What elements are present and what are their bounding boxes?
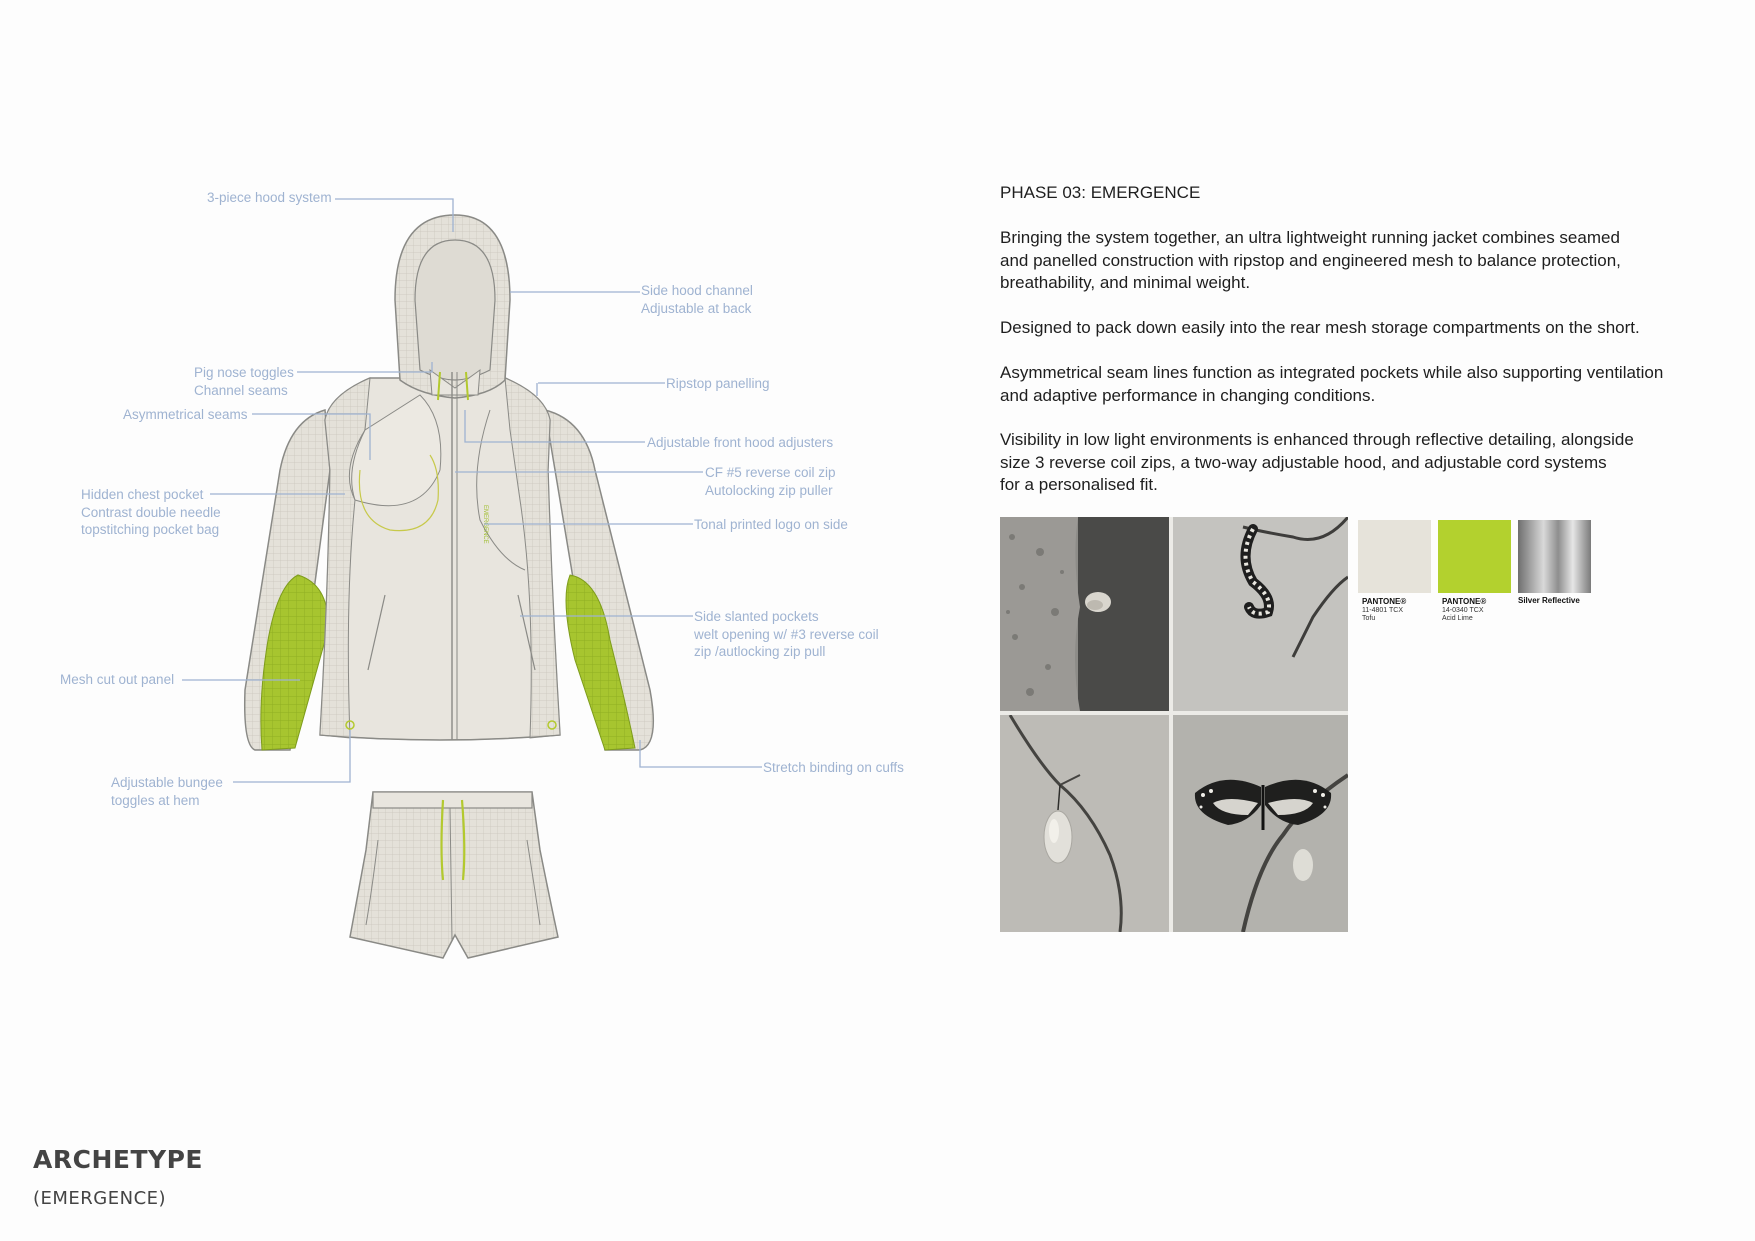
side-logo: EMERGENCE xyxy=(482,505,488,544)
swatch-acid-lime xyxy=(1438,520,1511,593)
brand-title: ARCHETYPE xyxy=(33,1145,204,1174)
swatch-label-silver xyxy=(1518,597,1580,606)
paragraph-line: size 3 reverse coil zips, a two-way adjustable hood, and adjustable cord systems xyxy=(1000,452,1607,472)
callout-ripstop xyxy=(666,375,770,393)
swatch-silver-reflective xyxy=(1518,520,1591,593)
callout-text: welt opening w/ #3 reverse coil xyxy=(694,626,879,642)
paragraph-line: and panelled construction with ripstop and engineered mesh to balance protection, xyxy=(1000,250,1621,270)
callout-tonal-logo xyxy=(694,516,848,534)
paragraph-line: for a personalised fit. xyxy=(1000,475,1158,494)
callout-hood-system xyxy=(207,189,332,207)
callout-asymmetrical-seams xyxy=(123,406,248,424)
paragraph-line: Bringing the system together, an ultra lightweight running jacket combines seamed xyxy=(1000,228,1620,247)
phase-title: PHASE 03: EMERGENCE xyxy=(1000,183,1201,202)
callout-text: Mesh cut out panel xyxy=(60,672,175,687)
callout-text: Autolocking zip puller xyxy=(705,482,833,498)
callout-text: Asymmetrical seams xyxy=(123,407,248,422)
callout-side-hood-channel xyxy=(641,282,753,317)
callout-text: CF #5 reverse coil zip xyxy=(705,465,836,480)
callout-mesh-panel xyxy=(60,671,174,689)
paragraph-line: Asymmetrical seam lines function as integrated pockets while also supporting ventilation xyxy=(1000,363,1664,382)
callout-front-hood-adjusters xyxy=(647,434,833,452)
swatch-code: 11-4801 TCX xyxy=(1362,607,1403,614)
callout-text: Contrast double needle xyxy=(81,504,221,520)
callout-text: Pig nose toggles xyxy=(194,365,294,380)
photo-caterpillar xyxy=(1173,517,1348,711)
photo-chrysalis xyxy=(1000,715,1169,932)
paragraph-seams xyxy=(1000,362,1720,407)
swatch-tofu xyxy=(1358,520,1431,593)
paragraph-visibility xyxy=(1000,429,1720,497)
callout-text: toggles at hem xyxy=(111,792,200,808)
paragraph-line: Designed to pack down easily into the rear mesh storage compartments on the short. xyxy=(1000,318,1640,337)
callout-text: Stretch binding on cuffs xyxy=(763,760,904,775)
swatch-name: Tofu xyxy=(1362,615,1376,622)
callout-text: Adjustable front hood adjusters xyxy=(647,435,834,450)
paragraph-line: and adaptive performance in changing conditions. xyxy=(1000,385,1376,405)
callout-stretch-cuffs xyxy=(763,759,904,777)
lifecycle-photo-grid xyxy=(1000,517,1348,932)
swatch-brand: PANTONE® xyxy=(1362,597,1407,606)
callout-text: Adjustable at back xyxy=(641,300,752,316)
swatch-brand: PANTONE® xyxy=(1442,597,1487,606)
callout-text: zip /autlocking zip pull xyxy=(694,644,826,659)
callout-side-slanted-pockets xyxy=(694,608,879,661)
callout-text: Hidden chest pocket xyxy=(81,487,204,502)
callout-text: Adjustable bungee xyxy=(111,775,223,790)
callout-text: 3-piece hood system xyxy=(207,190,332,205)
swatch-code: 14-0340 TCX xyxy=(1442,607,1484,614)
hood-opening xyxy=(415,240,495,380)
swatch-name: Silver Reflective xyxy=(1518,596,1580,605)
photo-butterfly xyxy=(1173,715,1348,932)
callout-hidden-chest-pocket xyxy=(81,486,221,539)
callout-text: Side slanted pockets xyxy=(694,609,819,624)
callout-text: topstitching pocket bag xyxy=(81,522,220,537)
paragraph-intro xyxy=(1000,227,1720,295)
shorts-sketch xyxy=(350,792,558,958)
paragraph-line: breathability, and minimal weight. xyxy=(1000,273,1251,292)
callout-text: Ripstop panelling xyxy=(666,376,770,391)
photo-cocoon-wall xyxy=(1000,517,1169,711)
callout-bungee-toggles xyxy=(111,774,223,809)
paragraph-line: Visibility in low light environments is enhanced through reflective detailing, alongside xyxy=(1000,430,1634,449)
jacket-sketch xyxy=(245,215,654,750)
callout-text: Side hood channel xyxy=(641,283,753,298)
callout-cf-zip xyxy=(705,464,836,499)
swatch-label-acid-lime xyxy=(1442,598,1486,623)
swatch-label-tofu xyxy=(1362,598,1406,623)
swatch-name: Acid Lime xyxy=(1442,615,1473,622)
brand-subtitle: (EMERGENCE) xyxy=(33,1188,167,1209)
callout-pig-nose-toggles xyxy=(194,364,294,399)
callout-text: Channel seams xyxy=(194,382,288,398)
paragraph-packability xyxy=(1000,317,1720,340)
callout-text: Tonal printed logo on side xyxy=(694,517,848,532)
